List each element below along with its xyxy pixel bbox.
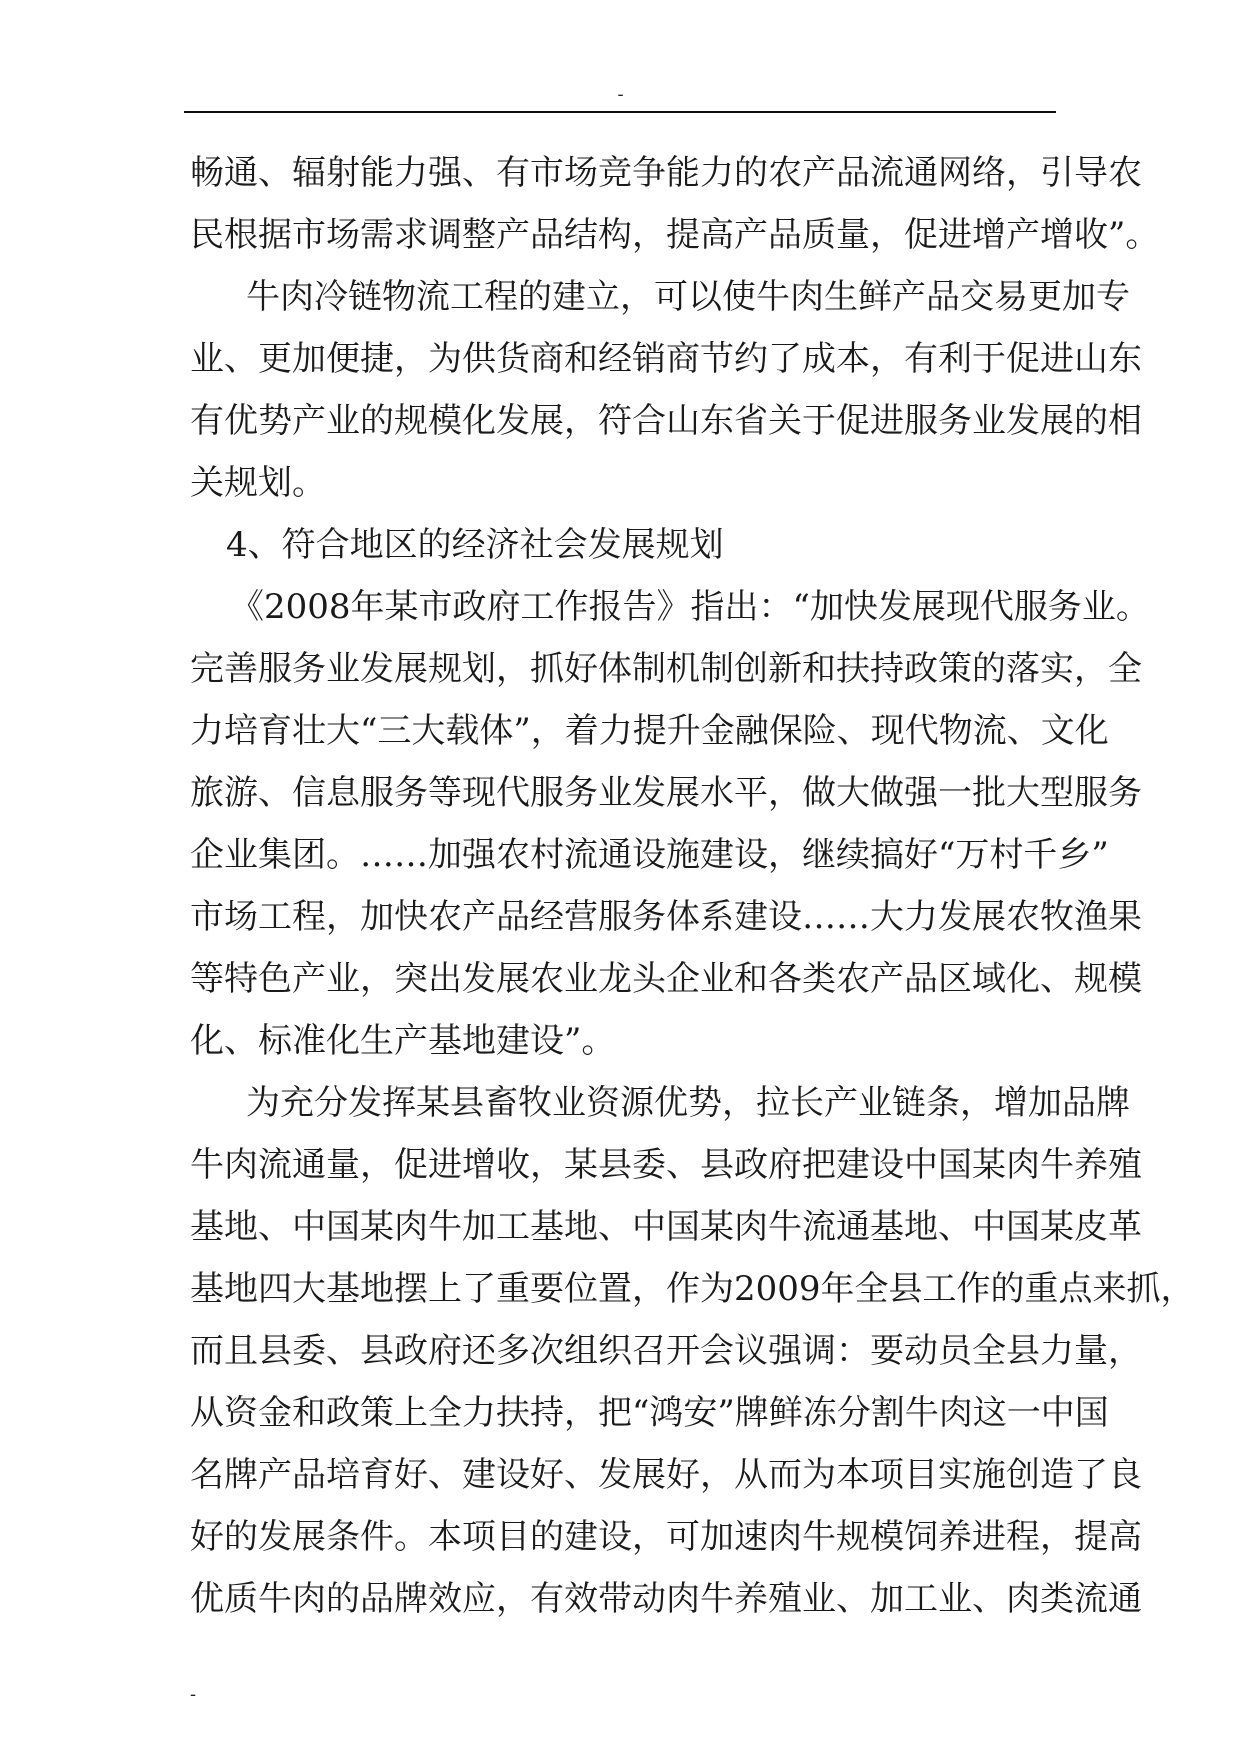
text-line: 化、标准化生产基地建设”。 <box>190 1021 616 1061</box>
text-line: 企业集团。……加强农村流通设施建设，继续搞好“万村千乡” <box>190 835 1109 875</box>
text-line: 畅通、辐射能力强、有市场竞争能力的农产品流通网络，引导农 <box>190 153 1142 193</box>
text-line: 关规划。 <box>190 463 326 503</box>
text-line: 民根据市场需求调整产品结构，提高产品质量，促进增产增收”。 <box>190 215 1160 255</box>
text-line: 好的发展条件。本项目的建设，可加速肉牛规模饲养进程，提高 <box>190 1517 1142 1557</box>
text-line: 牛肉流通量，促进增收，某县委、县政府把建设中国某肉牛养殖 <box>190 1145 1142 1185</box>
text-line: 而且县委、县政府还多次组织召开会议强调：要动员全县力量， <box>190 1331 1142 1371</box>
text-line: 等特色产业，突出发展农业龙头企业和各类农产品区域化、规模 <box>190 959 1142 999</box>
paragraph-first-line: 牛肉冷链物流工程的建立，可以使牛肉生鲜产品交易更加专 <box>246 277 1130 317</box>
text-line: 完善服务业发展规划，抓好体制机制创新和扶持政策的落实，全 <box>190 649 1142 689</box>
text-line: 基地、中国某肉牛加工基地、中国某肉牛流通基地、中国某皮革 <box>190 1207 1142 1247</box>
paragraph-first-line: 《2008年某市政府工作报告》指出：“加快发展现代服务业。 <box>230 587 1150 627</box>
header-rule <box>184 111 1056 113</box>
text-line: 业、更加便捷，为供货商和经销商节约了成本，有利于促进山东 <box>190 339 1142 379</box>
page-footer-mark: - <box>190 1684 197 1705</box>
document-body <box>190 142 1195 1630</box>
section-heading: 4、符合地区的经济社会发展规划 <box>226 525 724 565</box>
paragraph-first-line: 为充分发挥某县畜牧业资源优势，拉长产业链条，增加品牌 <box>246 1083 1130 1123</box>
text-line: 基地四大基地摆上了重要位置，作为2009年全县工作的重点来抓， <box>190 1269 1195 1309</box>
text-line: 优质牛肉的品牌效应，有效带动肉牛养殖业、加工业、肉类流通 <box>190 1579 1142 1619</box>
text-line: 有优势产业的规模化发展，符合山东省关于促进服务业发展的相 <box>190 401 1142 441</box>
text-line: 旅游、信息服务等现代服务业发展水平，做大做强一批大型服务 <box>190 773 1142 813</box>
text-line: 力培育壮大“三大载体”，着力提升金融保险、现代物流、文化 <box>190 711 1109 751</box>
text-line: 名牌产品培育好、建设好、发展好，从而为本项目实施创造了良 <box>190 1455 1142 1495</box>
page-header-mark: - <box>617 84 624 105</box>
text-line: 从资金和政策上全力扶持，把“鸿安”牌鲜冻分割牛肉这一中国 <box>190 1393 1109 1433</box>
text-line: 市场工程，加快农产品经营服务体系建设……大力发展农牧渔果 <box>190 897 1142 937</box>
